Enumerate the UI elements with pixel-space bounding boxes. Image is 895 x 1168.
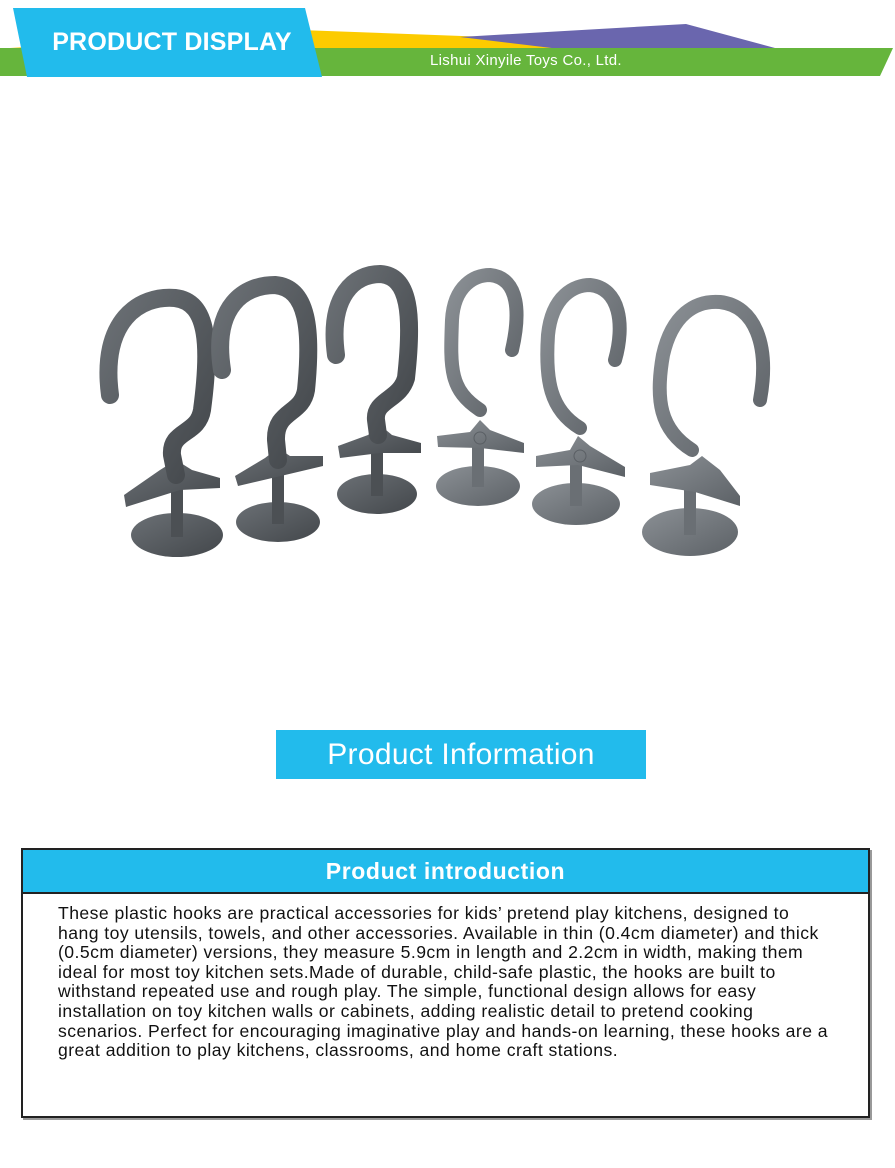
hook-2 <box>220 285 323 542</box>
product-image <box>80 260 810 570</box>
hook-5 <box>532 285 625 525</box>
product-introduction-box <box>21 848 870 1118</box>
product-introduction-text: These plastic hooks are practical accessories for kids’ pretend play kitchens, designed to hang toy utensils, towels, and other accessories. Available in thin (0.4cm diameter) and thick (0.5cm diameter) versions, they measure 5.9cm in length and 2.2cm in width, making them ideal for most toy kitchen sets.Made of durable, child-safe plastic, the hooks are built to withstand repeated use and rough play. The simple, functional design allows for easy installation on toy kitchen walls or cabinets, adding realistic detail to pretend cooking scenarios. Perfect for encouraging imaginative play and hands-on learning, these hooks are a great addition to play kitchens, classrooms, and home craft stations. <box>58 903 829 1061</box>
hooks-illustration <box>80 260 810 570</box>
hook-4 <box>436 275 524 506</box>
header-banner <box>0 0 895 90</box>
page-title: PRODUCT DISPLAY <box>52 27 292 56</box>
product-information-label: Product Information <box>276 730 646 779</box>
product-introduction-heading: Product introduction <box>23 850 868 894</box>
hook-3 <box>335 274 421 514</box>
hook-1 <box>108 298 223 557</box>
company-name: Lishui Xinyile Toys Co., Ltd. <box>430 52 622 69</box>
hook-6 <box>642 302 763 556</box>
